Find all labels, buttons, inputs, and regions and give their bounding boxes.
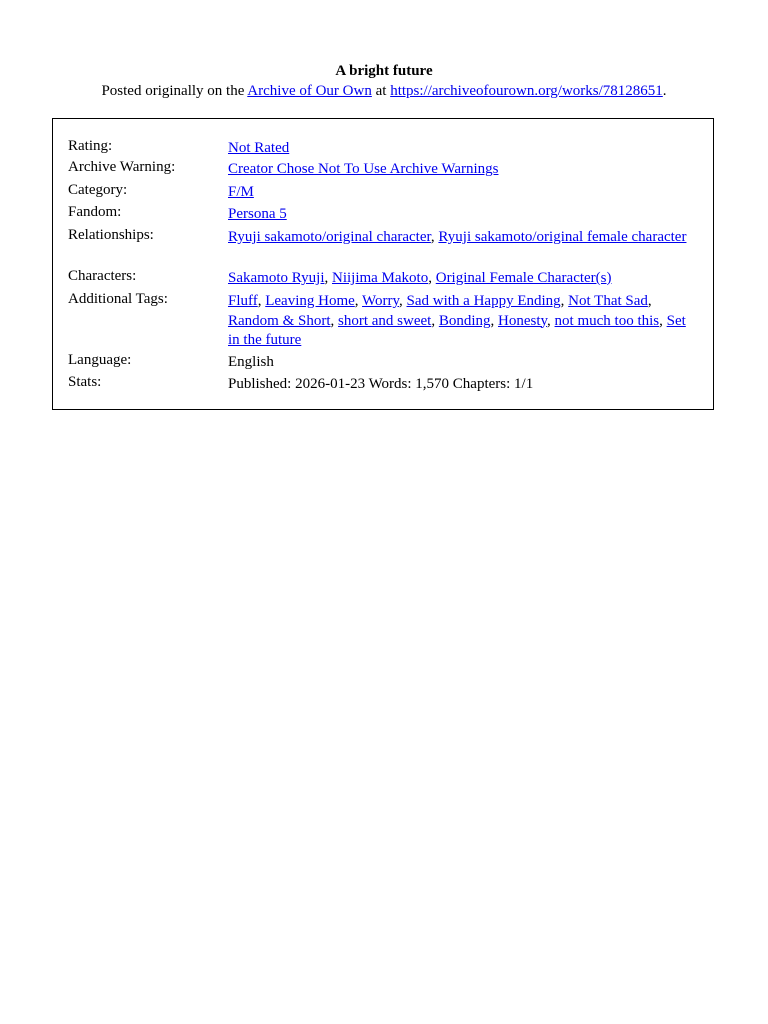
category-link[interactable]: F/M (228, 184, 254, 200)
chapters-label: Chapters: (452, 376, 511, 392)
relationship-link[interactable]: Ryuji sakamoto/original female character (438, 229, 687, 245)
tag-link[interactable]: Worry (362, 293, 400, 309)
words-label: Words: (368, 376, 412, 392)
tag-link[interactable]: Honesty (498, 312, 548, 329)
rating-label: Rating: (68, 138, 113, 154)
category-label: Category: (68, 182, 128, 198)
word-count: 1,570 (415, 376, 450, 392)
posted-line (0, 82, 768, 101)
warning-link[interactable]: Creator Chose Not To Use Archive Warnings (228, 161, 499, 177)
stats-value (228, 375, 698, 395)
tag-link[interactable]: Random & Short (228, 312, 331, 329)
archive-link[interactable]: Archive of Our Own (247, 83, 372, 99)
warning-label: Archive Warning: (68, 159, 176, 175)
work-title: A bright future (335, 63, 433, 79)
work-url-link[interactable]: https://archiveofourown.org/works/78128651 (390, 83, 663, 99)
posted-suffix: . (662, 83, 667, 99)
tag-link[interactable]: Set in the future (228, 312, 686, 348)
tag-link[interactable]: Leaving Home (265, 293, 355, 309)
fandom-link[interactable]: Persona 5 (228, 206, 287, 222)
tag-link[interactable]: Sad with a Happy Ending (406, 293, 561, 309)
fandom-label: Fandom: (68, 204, 122, 220)
rating-link[interactable]: Not Rated (228, 140, 290, 156)
tags-value: Fluff, Leaving Home, Worry, Sad with a Happy Ending, Not That Sad, Random & Short, short and sweet, Bonding, Honesty, not much too this, Set in the future (228, 293, 686, 348)
rating-value (228, 139, 698, 159)
fandom-value (228, 205, 698, 225)
language-label: Language: (68, 352, 132, 368)
tag-link[interactable]: Not That Sad (568, 293, 648, 309)
published-label: Published: (228, 376, 292, 392)
characters-label: Characters: (68, 268, 137, 284)
tag-link[interactable]: not much too this (554, 312, 660, 329)
stats-label: Stats: (68, 374, 102, 390)
relationships-label: Relationships: (68, 227, 154, 243)
category-value (228, 183, 698, 203)
published-date: 2026-01-23 (295, 376, 366, 392)
relationships-value: Ryuji sakamoto/original character, Ryuji sakamoto/original female character (228, 229, 687, 245)
tag-link[interactable]: Bonding (438, 312, 491, 329)
character-link[interactable]: Sakamoto Ryuji (228, 270, 325, 286)
posted-prefix: Posted originally on the (101, 83, 245, 99)
tag-link[interactable]: Fluff (228, 293, 258, 309)
relationship-link[interactable]: Ryuji sakamoto/original character (228, 229, 431, 245)
characters-value: Sakamoto Ryuji, Niijima Makoto, Original Female Character(s) (228, 270, 612, 286)
work-metadata-box (52, 118, 714, 410)
chapter-count: 1/1 (514, 376, 534, 392)
language-value: English (228, 354, 274, 370)
posted-at: at (375, 83, 387, 99)
warning-value (228, 160, 698, 180)
character-link[interactable]: Niijima Makoto (331, 270, 429, 286)
character-link[interactable]: Original Female Character(s) (435, 270, 612, 286)
tag-link[interactable]: short and sweet (338, 312, 432, 329)
tags-label: Additional Tags: (68, 291, 168, 307)
